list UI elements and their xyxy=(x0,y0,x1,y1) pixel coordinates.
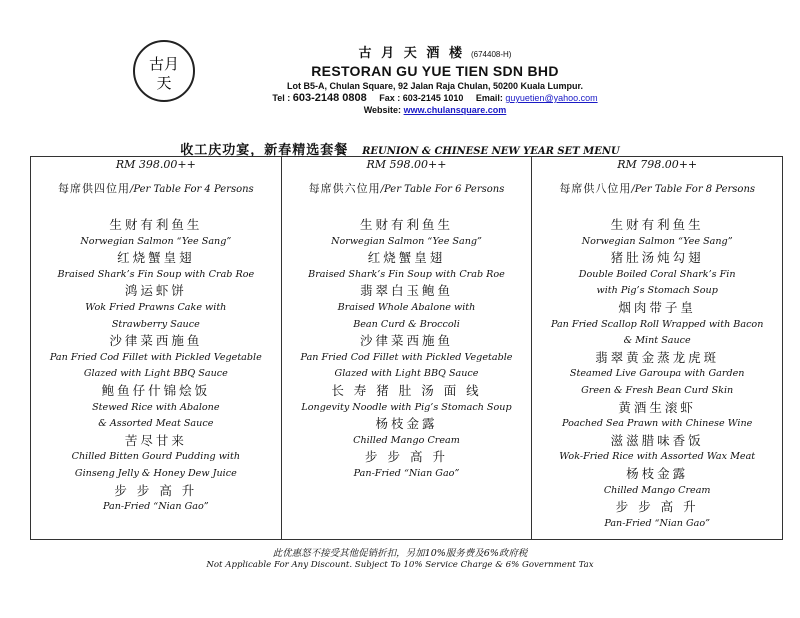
tel-number: 603-2148 0808 xyxy=(292,92,367,104)
menu-serving xyxy=(282,180,532,196)
dish-name-chinese: 滋滋腊味香饭 xyxy=(610,432,704,448)
dish-name-english: & Assorted Meat Sauce xyxy=(98,418,214,430)
dish-name-english: Chilled Mango Cream xyxy=(603,484,711,496)
restaurant-chinese-name xyxy=(200,42,670,61)
dish-name-english: Wok-Fried Rice with Assorted Wax Meat xyxy=(559,451,756,463)
website-link[interactable]: www.chulansquare.com xyxy=(403,105,507,115)
dish-name-english: Stewed Rice with Abalone xyxy=(92,401,220,413)
website-line xyxy=(200,105,670,115)
menu-column-6-persons xyxy=(281,157,532,539)
dish-name-chinese: 沙律菜西施鱼 xyxy=(109,333,203,349)
website-label: Website: xyxy=(363,105,402,115)
logo-lettering-top: 古月 xyxy=(148,55,180,73)
dish-name-chinese: 鸿运虾饼 xyxy=(124,283,187,299)
logo-lettering-bottom: 天 xyxy=(156,74,172,92)
fax-number: 603-2145 1010 xyxy=(402,93,464,103)
dish-name-chinese: 生财有利鱼生 xyxy=(360,217,454,232)
menu-price: RM 798.00++ xyxy=(617,158,698,171)
dish-name-english: Pan-Fried “Nian Gao” xyxy=(604,517,711,529)
email-label: Email: xyxy=(475,93,503,103)
dish-name-english: Steamed Live Garoupa with Garden xyxy=(569,368,745,380)
dish-name-chinese: 步 步 高 升 xyxy=(615,499,699,515)
set-menu-table xyxy=(30,156,783,540)
menu-items xyxy=(31,217,281,516)
dish-name-chinese: 鲍鱼仔什锦烩饭 xyxy=(101,382,211,398)
serving-chinese: 每席供六位用 xyxy=(308,182,381,195)
chinese-name-text: 古 月 天 酒 楼 xyxy=(358,45,465,60)
menu-price: RM 598.00++ xyxy=(366,158,447,171)
serving-english: /Per Table For 8 Persons xyxy=(631,184,756,195)
menu-column-8-persons xyxy=(531,157,782,539)
dish-name-english: Pan-Fried “Nian Gao” xyxy=(102,501,209,513)
serving-english: /Per Table For 4 Persons xyxy=(129,184,254,195)
logo-seal xyxy=(131,38,197,104)
menu-title-chinese: 收工庆功宴，新春精选套餐 xyxy=(180,143,349,158)
email-link[interactable]: guyuetien@yahoo.com xyxy=(505,93,598,103)
restaurant-english-name: RESTORAN GU YUE TIEN SDN BHD xyxy=(311,63,559,79)
dish-name-chinese: 沙律菜西施鱼 xyxy=(360,333,454,349)
dish-name-chinese: 苦尽甘来 xyxy=(124,432,187,448)
dish-name-english: Chilled Mango Cream xyxy=(353,434,460,446)
dish-name-english: Bean Curd & Broccoli xyxy=(353,318,460,330)
tel-label: Tel : xyxy=(272,93,291,103)
dish-name-english: Glazed with Light BBQ Sauce xyxy=(83,368,228,380)
dish-name-chinese: 生财有利鱼生 xyxy=(109,217,203,232)
dish-name-english: Norwegian Salmon “Yee Sang” xyxy=(581,235,733,247)
dish-name-english: Braised Shark’s Fin Soup with Crab Roe xyxy=(57,268,255,280)
serving-chinese: 每席供八位用 xyxy=(559,182,632,195)
dish-name-chinese: 翡翠白玉鲍鱼 xyxy=(360,283,454,299)
dish-name-english: Norwegian Salmon “Yee Sang” xyxy=(331,235,482,247)
dish-name-english: Braised Shark’s Fin Soup with Crab Roe xyxy=(308,268,505,280)
dish-name-english: Poached Sea Prawn with Chinese Wine xyxy=(562,418,753,430)
dish-name-chinese: 杨枝金露 xyxy=(375,416,438,432)
serving-english: /Per Table For 6 Persons xyxy=(380,184,505,195)
menu-column-4-persons xyxy=(31,157,281,539)
dish-name-english: Pan Fried Cod Fillet with Pickled Vegetable xyxy=(49,351,262,363)
registration-number: (674408-H) xyxy=(470,50,512,59)
dish-name-english: Strawberry Sauce xyxy=(111,318,200,330)
dish-name-english: & Mint Sauce xyxy=(623,335,691,347)
dish-name-chinese: 翡翠黄金蒸龙虎斑 xyxy=(595,349,720,365)
menu-price: RM 398.00++ xyxy=(115,158,196,171)
menu-serving xyxy=(31,180,281,196)
terms-english: Not Applicable For Any Discount. Subject To 10% Service Charge & 6% Government Tax xyxy=(206,560,594,570)
dish-name-english: Braised Whole Abalone with xyxy=(337,301,476,313)
menu-title-english: REUNION & CHINESE NEW YEAR SET MENU xyxy=(362,146,620,157)
dish-name-english: Pan Fried Cod Fillet with Pickled Vegetable xyxy=(300,351,513,363)
dish-name-chinese: 红烧蟹皇翅 xyxy=(117,250,195,266)
menu-items xyxy=(282,217,532,483)
dish-name-english: with Pig’s Stomach Soup xyxy=(596,285,718,297)
dish-name-english: Norwegian Salmon “Yee Sang” xyxy=(80,235,232,247)
serving-chinese: 每席供四位用 xyxy=(57,182,130,195)
dish-name-english: Ginseng Jelly & Honey Dew Juice xyxy=(74,467,237,479)
restaurant-logo xyxy=(131,38,197,104)
dish-name-chinese: 杨枝金露 xyxy=(626,465,689,481)
dish-name-chinese: 长 寿 猪 肚 汤 面 线 xyxy=(331,382,482,398)
dish-name-english: Green & Fresh Bean Curd Skin xyxy=(581,384,734,396)
dish-name-english: Pan Fried Scallop Roll Wrapped with Bacon xyxy=(550,318,764,330)
dish-name-english: Wok Fried Prawns Cake with xyxy=(85,301,227,313)
dish-name-english: Double Boiled Coral Shark’s Fin xyxy=(578,268,736,280)
menu-serving xyxy=(532,180,782,196)
fax-label: Fax : xyxy=(379,93,401,103)
dish-name-english: Glazed with Light BBQ Sauce xyxy=(334,368,479,380)
terms-chinese: 此优惠怒不接受其他促销折扣，另加10%服务费及6%政府税 xyxy=(272,548,528,559)
dish-name-chinese: 生财有利鱼生 xyxy=(610,217,704,232)
dish-name-chinese: 步 步 高 升 xyxy=(365,449,448,465)
restaurant-address: Lot B5-A, Chulan Square, 92 Jalan Raja Chulan, 50200 Kuala Lumpur. xyxy=(286,81,584,91)
dish-name-english: Pan-Fried “Nian Gao” xyxy=(353,467,460,479)
dish-name-english: Longevity Noodle with Pig’s Stomach Soup xyxy=(301,401,512,413)
terms-footer xyxy=(0,545,800,570)
dish-name-chinese: 猪肚汤炖勾翅 xyxy=(610,250,704,266)
dish-name-chinese: 红烧蟹皇翅 xyxy=(367,250,446,266)
contact-line xyxy=(200,92,670,104)
restaurant-header xyxy=(200,42,670,115)
dish-name-chinese: 黄酒生滚虾 xyxy=(618,399,696,415)
dish-name-chinese: 步 步 高 升 xyxy=(114,482,198,498)
dish-name-english: Chilled Bitten Gourd Pudding with xyxy=(71,451,241,463)
dish-name-chinese: 烟肉带子皇 xyxy=(618,299,696,315)
menu-items xyxy=(532,217,782,532)
